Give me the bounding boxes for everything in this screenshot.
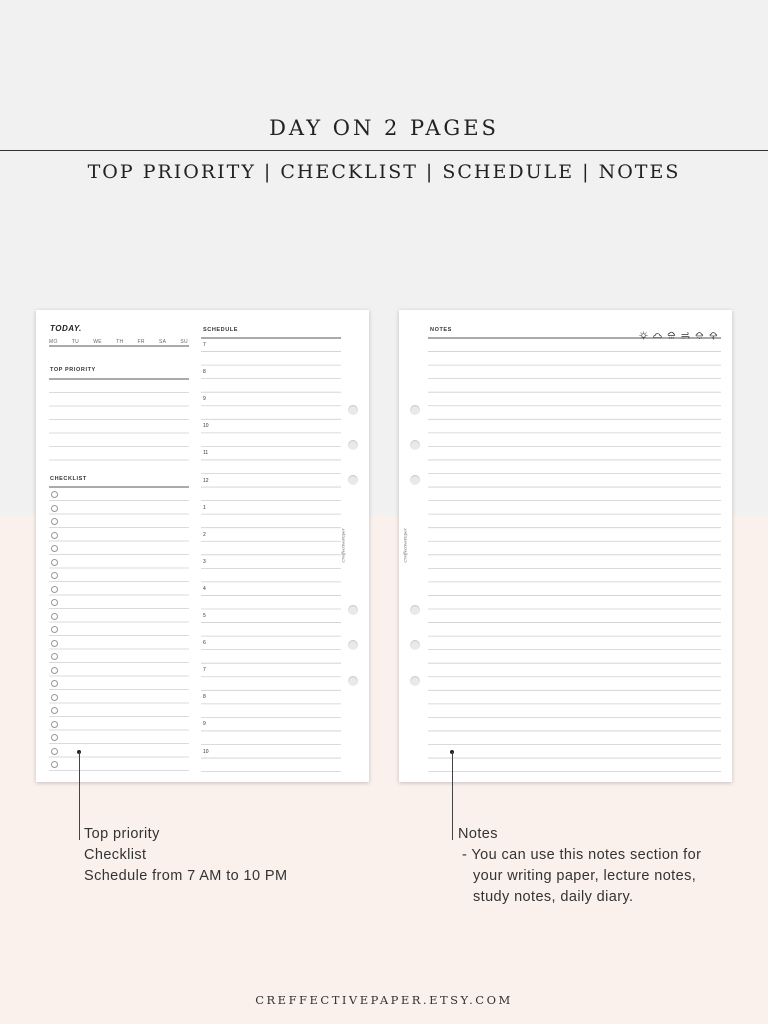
page-title: DAY ON 2 PAGES — [269, 116, 499, 140]
day-label[interactable]: MO — [49, 339, 58, 345]
checkbox[interactable] — [51, 586, 58, 593]
checkbox[interactable] — [51, 545, 58, 552]
day-label[interactable]: TU — [71, 339, 80, 345]
schedule-hour-label: 5 — [203, 613, 206, 619]
schedule-hour-label: 9 — [203, 721, 206, 728]
ring-hole — [348, 405, 358, 415]
left-caption — [84, 824, 287, 887]
checkbox[interactable] — [51, 491, 58, 498]
storm-icon[interactable] — [709, 327, 718, 336]
checkbox[interactable] — [51, 599, 58, 606]
schedule-hour-label: 7 — [203, 667, 206, 674]
top-priority-heading: TOP PRIORITY — [50, 367, 96, 373]
ring-hole — [348, 640, 358, 650]
checkbox[interactable] — [51, 680, 58, 687]
snow-icon[interactable] — [695, 327, 704, 336]
checkbox[interactable] — [51, 721, 58, 728]
schedule-hour-label: 7 — [203, 342, 206, 348]
ring-hole — [410, 605, 420, 615]
caption-line: Schedule from 7 AM to 10 PM — [84, 868, 288, 884]
schedule-hour-label: 6 — [203, 640, 206, 647]
schedule-hour-label: 2 — [203, 531, 206, 538]
right-caption — [458, 824, 701, 908]
right-planner-page — [399, 310, 732, 782]
caption-line: study notes, daily diary. — [473, 889, 634, 905]
day-label[interactable]: WE — [93, 339, 102, 345]
schedule-hour-label: 8 — [203, 694, 206, 701]
ring-hole — [410, 440, 420, 450]
schedule-hour-label: 10 — [203, 748, 209, 755]
brand-signature: CreffectivePaper — [402, 528, 408, 563]
rain-icon[interactable] — [667, 327, 676, 336]
page-subtitle: TOP PRIORITY | CHECKLIST | SCHEDULE | NOTES — [87, 161, 681, 183]
schedule-hour-label: 8 — [203, 369, 206, 376]
checkbox[interactable] — [51, 748, 58, 755]
schedule-hour-label: 12 — [203, 477, 209, 484]
checkbox[interactable] — [51, 505, 58, 512]
brand-signature: CreffectivePaper — [340, 528, 346, 563]
schedule-hour-label: 3 — [203, 558, 206, 565]
pointer-line — [452, 752, 453, 840]
pointer-line — [79, 752, 80, 840]
checkbox[interactable] — [51, 653, 58, 660]
checklist-heading: CHECKLIST — [50, 476, 87, 482]
checkbox[interactable] — [51, 532, 58, 539]
day-label[interactable]: SU — [180, 339, 188, 345]
checkbox[interactable] — [51, 694, 58, 701]
caption-line: Checklist — [84, 847, 147, 863]
days-of-week — [49, 339, 188, 345]
checkbox[interactable] — [51, 518, 58, 525]
checkbox[interactable] — [51, 613, 58, 620]
cloud-icon[interactable] — [653, 327, 662, 336]
ring-hole — [348, 676, 358, 686]
ring-hole — [410, 640, 420, 650]
notes-heading: NOTES — [430, 327, 452, 333]
schedule-hour-label: 10 — [203, 423, 209, 430]
caption-line: your writing paper, lecture notes, — [473, 868, 697, 884]
schedule-hour-label: 11 — [203, 450, 209, 457]
checkbox[interactable] — [51, 734, 58, 741]
checkbox[interactable] — [51, 707, 58, 714]
caption-line: Top priority — [84, 826, 160, 842]
checkbox[interactable] — [51, 640, 58, 647]
ring-hole — [410, 475, 420, 485]
schedule-heading: SCHEDULE — [203, 327, 239, 333]
checkbox[interactable] — [51, 667, 58, 674]
ring-hole — [348, 475, 358, 485]
wind-icon[interactable] — [681, 327, 690, 336]
schedule-hour-label: 4 — [203, 585, 206, 592]
ring-hole — [348, 605, 358, 615]
day-label[interactable]: SA — [158, 339, 167, 345]
title-divider — [0, 150, 768, 151]
left-planner-page — [36, 310, 369, 782]
schedule-hour-label: 1 — [203, 504, 206, 511]
ring-hole — [410, 405, 420, 415]
checkbox[interactable] — [51, 572, 58, 579]
today-label: TODAY. — [50, 324, 82, 333]
day-label[interactable]: TH — [116, 339, 124, 345]
ring-hole — [348, 440, 358, 450]
sun-icon[interactable] — [639, 327, 648, 336]
left-ruled-lines — [36, 310, 369, 782]
ring-hole — [410, 676, 420, 686]
checkbox[interactable] — [51, 761, 58, 768]
checkbox[interactable] — [51, 559, 58, 566]
day-label[interactable]: FR — [137, 339, 145, 345]
weather-icons — [639, 327, 718, 336]
schedule-hour-label: 9 — [203, 396, 206, 403]
caption-line: - You can use this notes section for — [462, 847, 702, 863]
checkbox[interactable] — [51, 626, 58, 633]
shop-url[interactable]: CREFFECTIVEPAPER.ETSY.COM — [255, 993, 513, 1007]
right-ruled-lines — [399, 310, 732, 782]
caption-title: Notes — [458, 826, 498, 842]
